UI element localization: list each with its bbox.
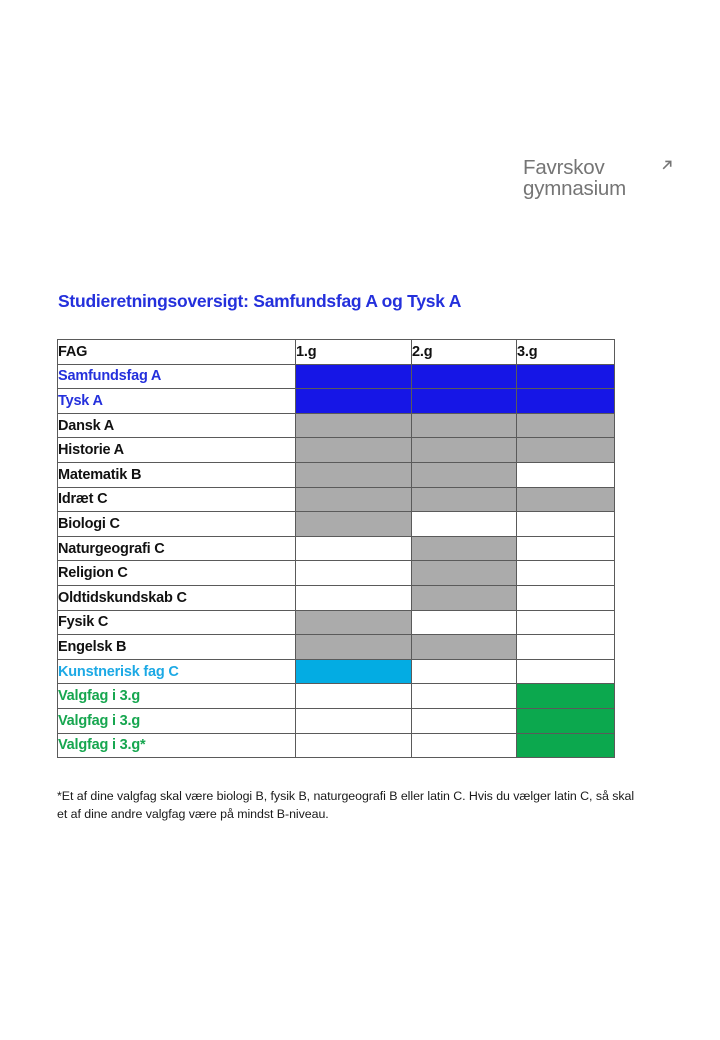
mark-cell-year-2 <box>412 561 517 586</box>
mark-cell-year-1 <box>296 561 412 586</box>
mark-cell-year-3 <box>517 561 615 586</box>
mark-cell-year-3 <box>517 487 615 512</box>
table-row <box>58 536 615 561</box>
table-row <box>58 585 615 610</box>
table-row <box>58 733 615 758</box>
mark-cell-year-3 <box>517 438 615 463</box>
subject-name-cell: Matematik B <box>58 462 296 487</box>
mark-cell-year-3 <box>517 635 615 660</box>
mark-cell-year-2 <box>412 512 517 537</box>
mark-cell-year-1 <box>296 364 412 389</box>
table-body <box>58 364 615 758</box>
mark-cell-year-1 <box>296 684 412 709</box>
subject-name-cell: Valgfag i 3.g* <box>58 733 296 758</box>
footnote-text: *Et af dine valgfag skal være biologi B, fysik B, naturgeografi B eller latin C. Hvis du vælger latin C, så skal et af dine andre valgfag være på mindst B-niveau. <box>57 789 635 821</box>
mark-cell-year-1 <box>296 659 412 684</box>
mark-cell-year-2 <box>412 610 517 635</box>
mark-cell-year-2 <box>412 684 517 709</box>
mark-cell-year-1 <box>296 536 412 561</box>
column-header-year-3: 3.g <box>517 340 615 365</box>
table-row <box>58 610 615 635</box>
table-row <box>58 487 615 512</box>
mark-cell-year-3 <box>517 585 615 610</box>
mark-cell-year-3 <box>517 462 615 487</box>
mark-cell-year-1 <box>296 585 412 610</box>
table-row <box>58 659 615 684</box>
table-row <box>58 413 615 438</box>
mark-cell-year-2 <box>412 659 517 684</box>
mark-cell-year-3 <box>517 733 615 758</box>
table-row <box>58 438 615 463</box>
school-logo <box>523 157 673 199</box>
table-row <box>58 708 615 733</box>
study-programme-table-wrapper <box>57 339 614 758</box>
column-header-year-1: 1.g <box>296 340 412 365</box>
table-row <box>58 635 615 660</box>
mark-cell-year-2 <box>412 708 517 733</box>
mark-cell-year-2 <box>412 438 517 463</box>
subject-name-cell: Naturgeografi C <box>58 536 296 561</box>
mark-cell-year-1 <box>296 610 412 635</box>
table-header-row <box>58 340 615 365</box>
table-row <box>58 512 615 537</box>
mark-cell-year-1 <box>296 487 412 512</box>
mark-cell-year-3 <box>517 659 615 684</box>
mark-cell-year-3 <box>517 364 615 389</box>
mark-cell-year-3 <box>517 684 615 709</box>
mark-cell-year-2 <box>412 536 517 561</box>
subject-name-cell: Biologi C <box>58 512 296 537</box>
mark-cell-year-3 <box>517 536 615 561</box>
table-row <box>58 364 615 389</box>
subject-name-cell: Engelsk B <box>58 635 296 660</box>
mark-cell-year-2 <box>412 635 517 660</box>
mark-cell-year-1 <box>296 438 412 463</box>
table-row <box>58 684 615 709</box>
subject-name-cell: Valgfag i 3.g <box>58 708 296 733</box>
table-row <box>58 389 615 414</box>
subject-name-cell: Idræt C <box>58 487 296 512</box>
table-header <box>58 340 615 365</box>
subject-name-cell: Kunstnerisk fag C <box>58 659 296 684</box>
subject-name-cell: Tysk A <box>58 389 296 414</box>
mark-cell-year-2 <box>412 462 517 487</box>
subject-name-cell: Dansk A <box>58 413 296 438</box>
mark-cell-year-2 <box>412 413 517 438</box>
study-programme-table <box>57 339 615 758</box>
mark-cell-year-1 <box>296 708 412 733</box>
subject-name-cell: Religion C <box>58 561 296 586</box>
mark-cell-year-1 <box>296 413 412 438</box>
table-row <box>58 462 615 487</box>
mark-cell-year-3 <box>517 708 615 733</box>
mark-cell-year-3 <box>517 512 615 537</box>
mark-cell-year-1 <box>296 389 412 414</box>
mark-cell-year-3 <box>517 610 615 635</box>
logo-text-favrskov: Favrskov <box>523 156 605 179</box>
mark-cell-year-2 <box>412 487 517 512</box>
mark-cell-year-1 <box>296 512 412 537</box>
mark-cell-year-3 <box>517 389 615 414</box>
subject-name-cell: Valgfag i 3.g <box>58 684 296 709</box>
mark-cell-year-2 <box>412 733 517 758</box>
subject-name-cell: Historie A <box>58 438 296 463</box>
mark-cell-year-2 <box>412 585 517 610</box>
subject-name-cell: Fysik C <box>58 610 296 635</box>
mark-cell-year-2 <box>412 364 517 389</box>
column-header-subject: FAG <box>58 340 296 365</box>
mark-cell-year-1 <box>296 635 412 660</box>
logo-text-gymnasium: gymnasium <box>523 177 627 200</box>
subject-name-cell: Samfundsfag A <box>58 364 296 389</box>
page-title: Studieretningsoversigt: Samfundsfag A og Tysk A <box>58 290 462 311</box>
mark-cell-year-2 <box>412 389 517 414</box>
mark-cell-year-3 <box>517 413 615 438</box>
mark-cell-year-1 <box>296 462 412 487</box>
logo-line-primary <box>523 157 673 178</box>
arrow-up-right-icon <box>660 158 674 172</box>
subject-name-cell: Oldtidskundskab C <box>58 585 296 610</box>
table-row <box>58 561 615 586</box>
column-header-year-2: 2.g <box>412 340 517 365</box>
mark-cell-year-1 <box>296 733 412 758</box>
